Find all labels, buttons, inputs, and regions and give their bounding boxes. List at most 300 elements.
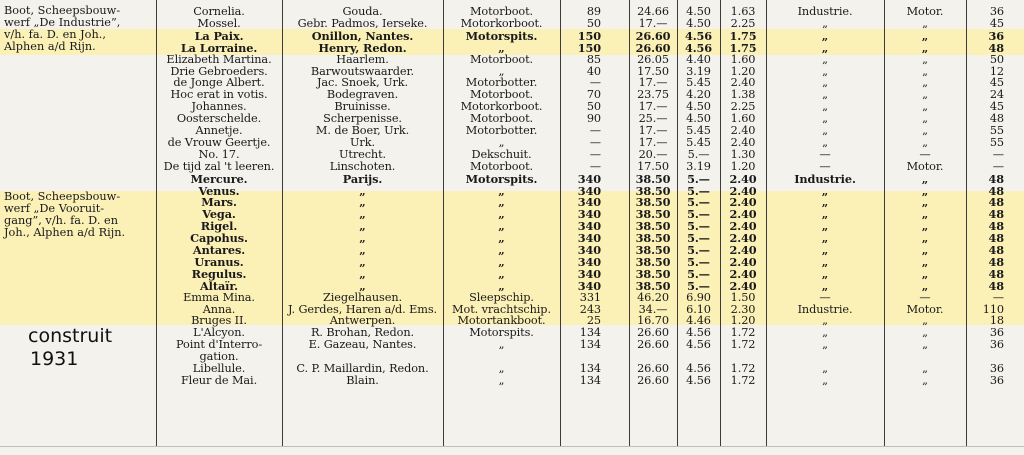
table-row — [0, 268, 1024, 280]
breadth-cell: 4.40 — [686, 52, 711, 66]
horsepower-cell: 36 — [989, 338, 1004, 352]
fuel-cell: „ — [922, 314, 928, 328]
depth-cell: 1.60 — [730, 52, 756, 66]
owner-cell: Parijs. — [342, 171, 383, 186]
owner-cell: Bruinisse. — [334, 100, 391, 114]
engine-cell: „ — [822, 314, 828, 328]
owner-cell: Antwerpen. — [329, 314, 396, 328]
breadth-cell: 5.— — [687, 254, 710, 269]
horsepower-cell: 48 — [988, 266, 1004, 281]
fuel-cell: „ — [921, 219, 929, 234]
vessel-type: „ — [498, 183, 505, 198]
vessel-type: Motorboot. — [469, 159, 534, 173]
tonnage-cell: 340 — [577, 231, 601, 246]
breadth-cell: 4.56 — [686, 326, 711, 340]
breadth-cell: 4.46 — [686, 314, 711, 328]
vessel-name: Fleur de Mai. — [180, 373, 258, 387]
vessel-type: „ — [498, 40, 505, 55]
length-cell: 26.60 — [637, 362, 669, 375]
length-cell: 17.— — [638, 16, 668, 30]
depth-cell: 2.40 — [729, 207, 757, 222]
vessel-type: Motorboot. — [469, 5, 534, 18]
engine-cell: „ — [822, 16, 828, 30]
breadth-cell: 5.45 — [686, 135, 711, 149]
horsepower-cell: 48 — [988, 183, 1004, 198]
vessel-name: Cornelia. — [193, 5, 245, 18]
tonnage-cell: 40 — [586, 64, 601, 78]
fuel-cell: „ — [921, 266, 929, 281]
tonnage-cell: 331 — [579, 290, 601, 304]
breadth-cell: 5.45 — [686, 76, 711, 90]
vessel-type: „ — [498, 373, 505, 387]
owner-cell: Bodegraven. — [326, 88, 399, 102]
vessel-name: La Paix. — [194, 28, 244, 43]
length-cell: 17.50 — [637, 64, 669, 78]
tonnage-cell: 340 — [577, 254, 601, 269]
vessel-type: Dekschuit. — [471, 147, 532, 161]
length-cell: 26.60 — [637, 373, 669, 387]
depth-cell: 1.75 — [729, 28, 757, 43]
horsepower-cell: — — [992, 147, 1004, 161]
length-cell: 38.50 — [635, 243, 671, 257]
breadth-cell: 5.45 — [686, 124, 711, 137]
fuel-cell: „ — [922, 100, 928, 114]
breadth-cell: 3.19 — [686, 64, 711, 78]
engine-cell: „ — [821, 40, 829, 55]
builder-note-line: werf „De Industrie”, — [4, 16, 121, 29]
fuel-cell: Motor. — [906, 302, 944, 316]
length-cell: 20.— — [638, 147, 668, 161]
depth-cell: 2.25 — [730, 100, 756, 114]
vessel-type: „ — [498, 243, 505, 257]
length-cell: 38.50 — [635, 219, 671, 234]
table-row — [0, 30, 1024, 42]
breadth-cell: 5.— — [687, 231, 710, 246]
length-cell: 26.60 — [637, 326, 669, 340]
length-cell: 26.05 — [637, 52, 669, 66]
fuel-cell: „ — [921, 231, 929, 246]
vessel-name: Uranus. — [194, 254, 244, 269]
engine-cell: Industrie. — [797, 302, 853, 316]
vessel-type: Motorspits. — [469, 326, 534, 340]
breadth-cell: 5.— — [687, 219, 710, 234]
depth-cell: 2.40 — [729, 183, 757, 198]
table-row — [0, 42, 1024, 54]
depth-cell: 1.72 — [730, 362, 756, 375]
breadth-cell: 4.56 — [686, 373, 711, 387]
fuel-cell: „ — [922, 76, 928, 90]
vessel-name: Johannes. — [191, 100, 247, 114]
vessel-type: Motorspits. — [465, 171, 538, 186]
tonnage-cell: 50 — [586, 16, 601, 30]
depth-cell: 2.40 — [729, 231, 757, 246]
depth-cell: 1.72 — [730, 326, 756, 340]
fuel-cell: „ — [921, 243, 929, 257]
owner-cell: Gouda. — [342, 5, 383, 18]
fuel-cell: „ — [921, 278, 929, 293]
tonnage-cell: 243 — [579, 302, 601, 316]
horsepower-cell: — — [992, 290, 1004, 304]
depth-cell: 2.40 — [730, 135, 756, 149]
vessel-name: Mossel. — [197, 16, 241, 30]
owner-cell: „ — [359, 195, 366, 210]
owner-cell: Linschoten. — [329, 159, 396, 173]
owner-cell: „ — [359, 207, 366, 222]
builder-note-line: Alphen a/d Rijn. — [4, 40, 96, 53]
fuel-cell: — — [919, 147, 931, 161]
depth-cell: 1.72 — [730, 373, 756, 387]
owner-cell: Utrecht. — [338, 147, 387, 161]
table-row — [0, 161, 1024, 173]
engine-cell: Industrie. — [794, 171, 856, 186]
length-cell: 38.50 — [635, 231, 671, 246]
engine-cell: — — [819, 290, 831, 304]
vessel-type: „ — [498, 135, 505, 149]
builder-note-line: Joh., Alphen a/d Rijn. — [4, 226, 126, 239]
fuel-cell: „ — [921, 28, 929, 43]
depth-cell: 2.40 — [729, 254, 757, 269]
vessel-type: Motorboot. — [469, 52, 534, 66]
horsepower-cell: 48 — [988, 219, 1004, 234]
tonnage-cell: 50 — [586, 100, 601, 114]
horsepower-cell: 24 — [989, 88, 1004, 102]
horsepower-cell: 36 — [989, 362, 1004, 375]
tonnage-cell: — — [589, 159, 601, 173]
owner-cell: M. de Boer, Urk. — [315, 124, 410, 137]
length-cell: 23.75 — [637, 88, 669, 102]
owner-cell: „ — [359, 231, 366, 246]
table-row — [0, 292, 1024, 304]
horsepower-cell: 55 — [989, 135, 1004, 149]
engine-cell: — — [819, 147, 831, 161]
depth-cell: 2.40 — [729, 195, 757, 210]
table-row — [0, 375, 1024, 387]
owner-cell: Barwoutswaarder. — [310, 64, 415, 78]
tonnage-cell: — — [589, 124, 601, 137]
tonnage-cell: 340 — [577, 219, 601, 234]
engine-cell: „ — [821, 254, 829, 269]
fuel-cell: „ — [921, 40, 929, 55]
engine-cell: „ — [822, 76, 828, 90]
vessel-type: „ — [498, 254, 505, 269]
depth-cell: 2.25 — [730, 16, 756, 30]
length-cell: 25.— — [638, 112, 668, 126]
fuel-cell: „ — [922, 362, 928, 375]
depth-cell: 1.20 — [730, 314, 756, 328]
vessel-type: Motorbotter. — [465, 124, 538, 137]
fuel-cell: „ — [921, 195, 929, 210]
tonnage-cell: 150 — [577, 40, 601, 55]
table-row — [0, 208, 1024, 220]
depth-cell: 2.40 — [729, 219, 757, 234]
vessel-name: La Lorraine. — [180, 40, 258, 55]
breadth-cell: 5.— — [687, 243, 710, 257]
engine-cell: „ — [822, 88, 828, 102]
horsepower-cell: 48 — [988, 207, 1004, 222]
engine-cell: „ — [822, 52, 828, 66]
vessel-type: Motortankboot. — [457, 314, 546, 328]
vessel-type: „ — [498, 338, 505, 352]
breadth-cell: 4.56 — [686, 362, 711, 375]
engine-cell: „ — [821, 28, 829, 43]
vessel-type: „ — [498, 64, 505, 78]
length-cell: 38.50 — [635, 266, 671, 281]
horsepower-cell: 110 — [982, 302, 1004, 316]
breadth-cell: 5.— — [687, 207, 710, 222]
table-row — [0, 173, 1024, 185]
vessel-type: „ — [498, 207, 505, 222]
vessel-name: gation. — [199, 350, 239, 364]
tonnage-cell: 340 — [577, 183, 601, 198]
vessel-name: Anna. — [202, 302, 236, 316]
vessel-type: „ — [498, 231, 505, 246]
horsepower-cell: 45 — [989, 76, 1004, 90]
vessel-name: Mercure. — [190, 171, 248, 186]
vessel-name: Hoc erat in votis. — [170, 88, 268, 102]
depth-cell: 1.50 — [730, 290, 756, 304]
fuel-cell: Motor. — [906, 5, 944, 18]
fuel-cell: „ — [921, 254, 929, 269]
owner-cell: J. Gerdes, Haren a/d. Ems. — [287, 302, 438, 316]
table-row — [0, 327, 1024, 339]
length-cell: 26.60 — [635, 40, 671, 55]
fuel-cell: — — [919, 290, 931, 304]
fuel-cell: „ — [921, 183, 929, 198]
horsepower-cell: 36 — [988, 28, 1004, 43]
owner-cell: Urk. — [350, 135, 375, 149]
tonnage-cell: 340 — [577, 195, 601, 210]
table-row — [0, 232, 1024, 244]
owner-cell: „ — [359, 243, 366, 257]
engine-cell: — — [819, 159, 831, 173]
vessel-name: Annetje. — [195, 124, 243, 137]
fuel-cell: „ — [922, 52, 928, 66]
fuel-cell: „ — [922, 338, 928, 352]
length-cell: 17.— — [638, 135, 668, 149]
table-row — [0, 149, 1024, 161]
breadth-cell: 5.— — [687, 171, 710, 186]
breadth-cell: 4.56 — [684, 28, 713, 43]
owner-cell: „ — [359, 183, 366, 198]
builder-note-line: v/h. fa. D. en Joh., — [4, 28, 106, 41]
vessel-name: L'Alcyon. — [193, 326, 245, 340]
tonnage-cell: 340 — [577, 266, 601, 281]
engine-cell: „ — [821, 195, 829, 210]
length-cell: 17.— — [638, 100, 668, 114]
breadth-cell: 4.56 — [684, 40, 713, 55]
tonnage-cell: 70 — [586, 88, 601, 102]
length-cell: 38.50 — [635, 195, 671, 210]
depth-cell: 1.72 — [730, 338, 756, 352]
horsepower-cell: 36 — [989, 373, 1004, 387]
horsepower-cell: 45 — [989, 100, 1004, 114]
depth-cell: 2.40 — [729, 278, 757, 293]
length-cell: 26.60 — [637, 338, 669, 352]
horsepower-cell: 48 — [988, 171, 1004, 186]
tonnage-cell: 134 — [579, 362, 601, 375]
engine-cell: „ — [821, 231, 829, 246]
tonnage-cell: — — [589, 147, 601, 161]
tonnage-cell: 25 — [586, 314, 601, 328]
engine-cell: „ — [822, 338, 828, 352]
owner-cell: Ziegelhausen. — [322, 290, 402, 304]
engine-cell: „ — [822, 135, 828, 149]
depth-cell: 1.75 — [729, 40, 757, 55]
builder-note-line: werf „De Vooruit- — [4, 202, 105, 215]
fuel-cell: „ — [922, 64, 928, 78]
horsepower-cell: 48 — [989, 112, 1004, 126]
breadth-cell: 4.50 — [686, 100, 711, 114]
builder-note-line: Boot, Scheepsbouw- — [4, 190, 121, 203]
vessel-name: Point d'Interro- — [175, 338, 263, 352]
fuel-cell: „ — [922, 326, 928, 340]
depth-cell: 2.40 — [730, 124, 756, 137]
page-bottom-edge — [0, 446, 1024, 447]
engine-cell: „ — [822, 373, 828, 387]
tonnage-cell: 340 — [577, 207, 601, 222]
length-cell: 38.50 — [635, 278, 671, 293]
vessel-name: Rigel. — [200, 219, 238, 234]
engine-cell: Industrie. — [797, 5, 853, 18]
horsepower-cell: 55 — [989, 124, 1004, 137]
length-cell: 16.70 — [637, 314, 669, 328]
tonnage-cell: 150 — [577, 28, 601, 43]
breadth-cell: 6.90 — [686, 290, 711, 304]
breadth-cell: 4.56 — [686, 338, 711, 352]
depth-cell: 1.63 — [730, 5, 756, 18]
vessel-name: Drie Gebroeders. — [170, 64, 268, 78]
breadth-cell: 5.— — [687, 147, 710, 161]
fuel-cell: „ — [922, 135, 928, 149]
depth-cell: 1.60 — [730, 112, 756, 126]
vessel-name: Oosterschelde. — [176, 112, 262, 126]
vessel-type: Motorkorboot. — [460, 100, 543, 114]
tonnage-cell: — — [589, 76, 601, 90]
fuel-cell: „ — [922, 373, 928, 387]
vessel-type: Motorboot. — [469, 112, 534, 126]
table-row — [0, 363, 1024, 375]
owner-cell: „ — [359, 266, 366, 281]
vessel-name: Mars. — [201, 195, 237, 210]
vessel-name: de Jonge Albert. — [173, 76, 265, 90]
owner-cell: „ — [359, 254, 366, 269]
vessel-type: Motorboot. — [469, 88, 534, 102]
table-row — [0, 54, 1024, 66]
vessel-name: Venus. — [198, 183, 240, 198]
engine-cell: „ — [822, 124, 828, 137]
horsepower-cell: 48 — [988, 278, 1004, 293]
owner-cell: Jac. Snoek, Urk. — [316, 76, 409, 90]
horsepower-cell: 18 — [989, 314, 1004, 328]
fuel-cell: „ — [921, 171, 929, 186]
engine-cell: „ — [821, 243, 829, 257]
owner-cell: „ — [359, 219, 366, 234]
tonnage-cell: 340 — [577, 243, 601, 257]
tonnage-cell: 85 — [586, 52, 601, 66]
vessel-name: Elizabeth Martina. — [166, 52, 272, 66]
vessel-name: Regulus. — [191, 266, 247, 281]
builder-note-line: gang”, v/h. fa. D. en — [4, 214, 118, 227]
vessel-type: „ — [498, 362, 505, 375]
breadth-cell: 6.10 — [686, 302, 711, 316]
depth-cell: 2.40 — [730, 76, 756, 90]
owner-cell: Onillon, Nantes. — [311, 28, 414, 43]
table-row — [0, 196, 1024, 208]
vessel-name: Bruges II. — [191, 314, 247, 328]
horsepower-cell: 50 — [989, 52, 1004, 66]
fuel-cell: „ — [921, 207, 929, 222]
length-cell: 17.— — [638, 124, 668, 137]
table-row — [0, 256, 1024, 268]
vessel-name: De tijd zal 't leeren. — [163, 159, 275, 173]
vessel-name: Vega. — [202, 207, 236, 222]
owner-cell: Gebr. Padmos, Ierseke. — [297, 16, 428, 30]
engine-cell: „ — [822, 362, 828, 375]
breadth-cell: 4.50 — [686, 5, 711, 18]
owner-cell: Blain. — [346, 373, 379, 387]
table-row — [0, 339, 1024, 351]
table-row — [0, 185, 1024, 197]
horsepower-cell: — — [992, 159, 1004, 173]
vessel-type: Mot. vrachtschip. — [452, 302, 551, 316]
breadth-cell: 4.50 — [686, 112, 711, 126]
owner-cell: E. Gazeau, Nantes. — [308, 338, 417, 352]
annotation-line: construit — [28, 325, 113, 347]
builder-note-line: Boot, Scheepsbouw- — [4, 4, 121, 17]
vessel-name: Emma Mina. — [183, 290, 255, 304]
owner-cell: Henry, Redon. — [318, 40, 407, 55]
tonnage-cell: 134 — [579, 338, 601, 352]
owner-cell: R. Brohan, Redon. — [310, 326, 415, 340]
vessel-type: „ — [498, 219, 505, 234]
breadth-cell: 5.— — [687, 266, 710, 281]
length-cell: 38.50 — [635, 207, 671, 222]
table-row — [0, 351, 1024, 363]
table-row — [0, 280, 1024, 292]
vessel-name: Antares. — [192, 243, 246, 257]
breadth-cell: 5.— — [687, 195, 710, 210]
depth-cell: 2.30 — [730, 302, 756, 316]
engine-cell: „ — [822, 326, 828, 340]
length-cell: 34.— — [638, 302, 668, 316]
engine-cell: „ — [821, 278, 829, 293]
annotation-line: 1931 — [30, 348, 79, 370]
vessel-type: Motorbotter. — [465, 76, 538, 90]
table-row — [0, 244, 1024, 256]
length-cell: 38.50 — [635, 171, 671, 186]
horsepower-cell: 36 — [989, 326, 1004, 340]
engine-cell: „ — [822, 100, 828, 114]
fuel-cell: „ — [922, 112, 928, 126]
depth-cell: 1.20 — [730, 64, 756, 78]
vessel-type: Motorspits. — [465, 28, 538, 43]
depth-cell: 2.40 — [729, 171, 757, 186]
vessel-type: Sleepschip. — [469, 290, 534, 304]
tonnage-cell: 340 — [577, 278, 601, 293]
horsepower-cell: 48 — [988, 195, 1004, 210]
vessel-name: No. 17. — [198, 147, 240, 161]
vessel-type: Motorkorboot. — [460, 16, 543, 30]
length-cell: 38.50 — [635, 183, 671, 198]
depth-cell: 2.40 — [729, 266, 757, 281]
tonnage-cell: 340 — [577, 171, 601, 186]
engine-cell: „ — [821, 183, 829, 198]
horsepower-cell: 48 — [988, 243, 1004, 257]
engine-cell: „ — [821, 266, 829, 281]
horsepower-cell: 48 — [988, 254, 1004, 269]
horsepower-cell: 36 — [989, 5, 1004, 18]
horsepower-cell: 48 — [988, 40, 1004, 55]
